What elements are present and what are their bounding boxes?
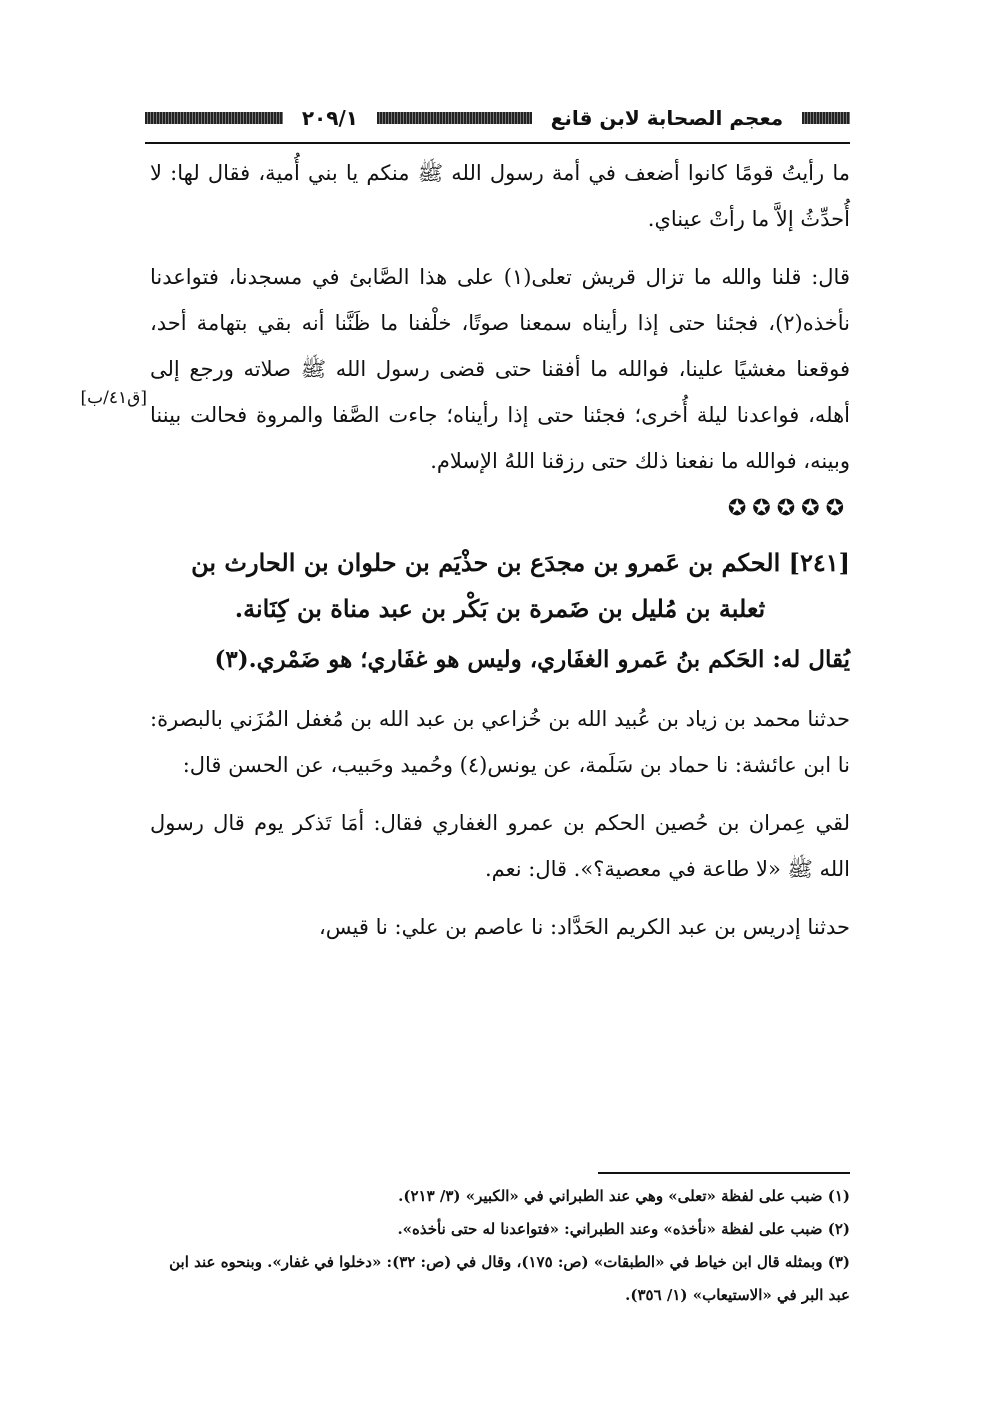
entry-heading-line: ثعلبة بن مُليل بن ضَمرة بن بَكْر بن عبد مناة بن كِنَانة. [234, 594, 766, 623]
footnote: (٣) وبمثله قال ابن خياط في «الطبقات» (ص: ١٧٥)، وقال في (ص: ٣٢): «دخلوا في غفار». وبنحوه عند ابن عبد البر في «الاستيعاب» (١/ ٣٥٦). [169, 1253, 850, 1304]
paragraph: حدثنا إدريس بن عبد الكريم الحَدَّاد: نا عاصم بن علي: نا قيس، [318, 915, 850, 939]
footnote-rule [598, 1172, 850, 1174]
paragraph: حدثنا محمد بن زياد بن عُبيد الله بن خُزاعي بن عبد الله بن مُغفل المُزَني بالبصرة: نا ابن عائشة: نا حماد بن سَلَمة، عن يونس(٤) وحُميد وحَبيب، عن الحسن قال: [150, 707, 850, 777]
section-divider: ✪✪✪✪✪ [727, 496, 850, 521]
header-ornament [145, 112, 283, 124]
entry-heading [150, 540, 850, 632]
paragraph: لقي عِمران بن حُصين الحكم بن عمرو الغفاري فقال: أمَا تَذكر يوم قال رسول الله ﷺ «لا طاعة في معصية؟». قال: نعم. [150, 811, 850, 881]
footnote: (١) ضبب على لفظة «تعلى» وهي عند الطبراني في «الكبير» (٣/ ٢١٣). [398, 1187, 850, 1205]
header-ornament [802, 112, 850, 124]
entry-note: يُقال له: الحَكم بنُ عَمرو الغفَاري، وليس هو غفَاري؛ هو ضَمْري.(٣) [214, 646, 850, 673]
entry-heading-line: [٢٤١] الحكم بن عَمرو بن مجدَع بن حذْيَم بن حلوان بن الحارث بن [191, 548, 850, 577]
book-title: معجم الصحابة لابن قانع [550, 106, 784, 130]
footnote: (٢) ضبب على لفظة «نأخذه» وعند الطبراني: «فتواعدنا له حتى نأخذه». [397, 1220, 850, 1238]
paragraph: قال: قلنا والله ما تزال قريش تعلى(١) على هذا الصَّابئ في مسجدنا، فتواعدنا نأخذه(٢)، فجئنا حتى إذا رأيناه سمعنا صوتًا، خلْفنا ما ظَنَّنا أنه بقي بتهامة أحد، فوقعنا مغشيًا علينا، فوالله ما أفقنا حتى قضى رسول الله ﷺ صلاته ورجع إلى أهله، فواعدنا ليلة أُخرى؛ فجئنا حتى إذا رأيناه؛ جاءت الصَّفا والمروة فحالت بيننا وبينه، فوالله ما نفعنا ذلك حتى رزقنا اللهُ الإسلام. [150, 265, 850, 473]
page-number: ٢٠٩/١ [301, 106, 358, 130]
manuscript-folio-note: [ق٤١/ب] [80, 388, 147, 408]
main-text [150, 150, 850, 950]
header-ornament [377, 112, 532, 124]
running-header [145, 100, 850, 136]
header-rule [145, 142, 850, 144]
paragraph: ما رأيتُ قومًا كانوا أضعف في أمة رسول الله ﷺ منكم يا بني أُمية، فقال لها: لا أُحدِّثُ إلاَّ ما رأتْ عيناي. [150, 161, 850, 231]
footnotes [150, 1180, 850, 1312]
